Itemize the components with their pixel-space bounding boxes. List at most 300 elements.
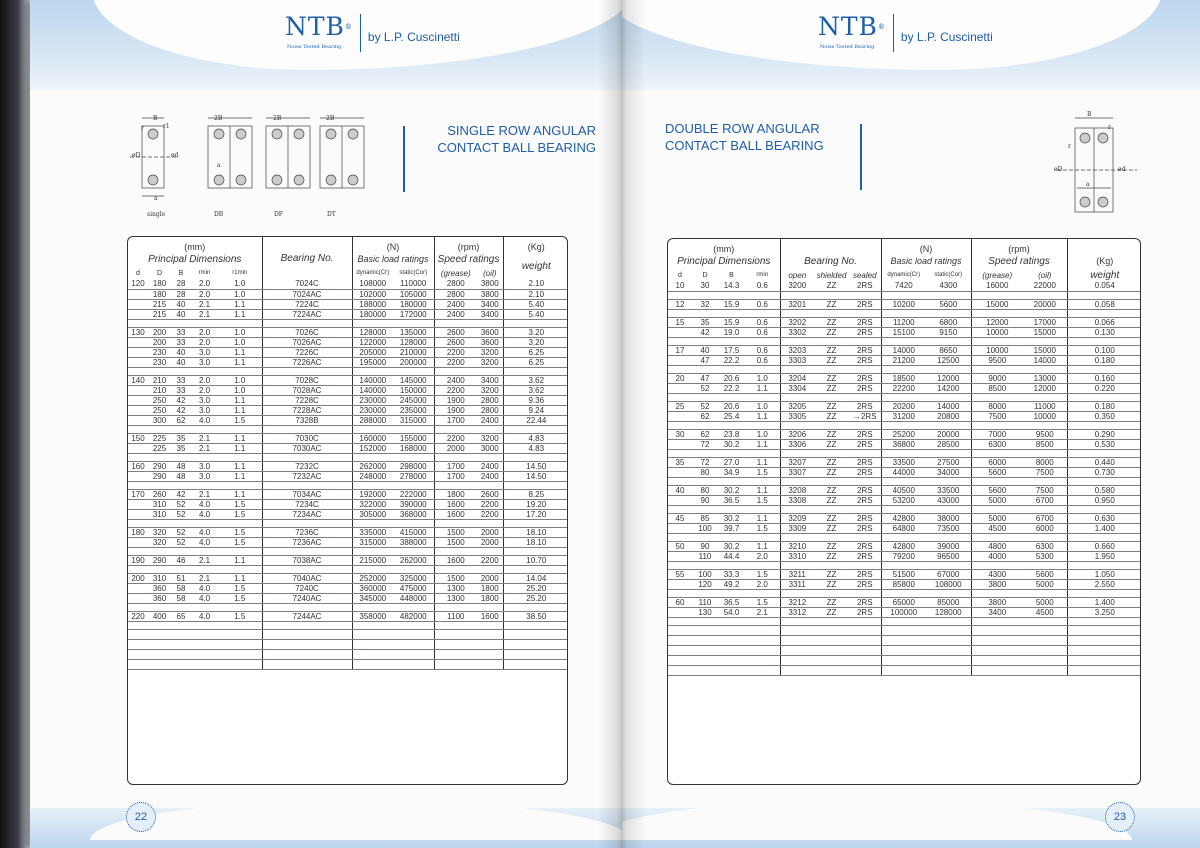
spacer-cell: [814, 561, 849, 569]
cell-value: 2400: [477, 471, 503, 481]
dim-phiD-right: øD: [1054, 166, 1063, 173]
empty-cell: [971, 665, 1023, 675]
spacer-cell: [503, 547, 568, 555]
table-row: [128, 433, 568, 443]
cell-value: 2RS: [849, 495, 881, 505]
spacer-cell: [692, 561, 718, 569]
spacer-cell: [692, 337, 718, 345]
cell-value: 3800: [477, 279, 503, 289]
cell-value: 9.36: [503, 395, 568, 405]
empty-cell: [926, 655, 971, 665]
table-row: [128, 327, 568, 337]
spacer-cell: [814, 393, 849, 401]
cell-value: 0.058: [1067, 299, 1141, 309]
right-title-rule: [860, 124, 862, 190]
spacer-cell: [477, 519, 503, 527]
spacer-cell: [849, 421, 881, 429]
dim-phid-right: ød: [1118, 166, 1126, 173]
table-row: [128, 415, 568, 425]
spacer-cell: [1023, 337, 1067, 345]
dim-r: r: [141, 125, 144, 132]
right-page: [622, 0, 1200, 848]
spacer-cell: [393, 603, 434, 611]
cell-value: 1.1: [218, 471, 262, 481]
cell-value: 22200: [881, 383, 926, 393]
spacer-cell: [692, 421, 718, 429]
spacer-cell: [191, 425, 218, 433]
cell-value: 4.83: [503, 443, 568, 453]
cell-value: 16000: [971, 281, 1023, 291]
cell-value: 43000: [926, 495, 971, 505]
spacer-cell: [171, 603, 191, 611]
cell-d: 150: [128, 433, 148, 443]
cell-value: 320: [148, 527, 171, 537]
spacer-cell: [881, 617, 926, 625]
spacer-cell: [745, 505, 780, 513]
left-page-number: 22: [126, 802, 156, 832]
cell-value: 33.3: [718, 569, 745, 579]
cell-value: 2RS: [849, 439, 881, 449]
cell-value: ZZ: [814, 607, 849, 617]
spacer-cell: [218, 367, 262, 375]
group-spacer: [668, 617, 1141, 625]
spacer-cell: [718, 505, 745, 513]
cell-value: 2800: [434, 279, 477, 289]
empty-cell: [352, 629, 393, 639]
empty-cell: [434, 659, 477, 669]
table-row: [668, 317, 1141, 327]
spacer-cell: [849, 505, 881, 513]
table-row: [128, 555, 568, 565]
caption-df: DF: [274, 211, 283, 218]
cell-value: 262000: [352, 461, 393, 471]
spacer-cell: [262, 519, 352, 527]
table-row: [128, 573, 568, 583]
cell-value: 5600: [971, 485, 1023, 495]
cell-value: 15.9: [718, 299, 745, 309]
cell-d: [128, 299, 148, 309]
cell-d: [128, 385, 148, 395]
empty-cell: [218, 659, 262, 669]
cell-d: [668, 439, 692, 449]
th-principal-r: Principal Dimensions: [677, 256, 771, 267]
cell-value: 3304: [780, 383, 814, 393]
spacer-cell: [352, 481, 393, 489]
cell-value: 31200: [881, 411, 926, 421]
spacer-cell: [128, 481, 148, 489]
empty-cell: [218, 629, 262, 639]
empty-cell: [477, 659, 503, 669]
cell-d: 170: [128, 489, 148, 499]
cell-value: 58: [171, 593, 191, 603]
cell-value: 6300: [971, 439, 1023, 449]
brand-by: by L.P. Cuscinetti: [367, 30, 460, 44]
cell-value: 35: [692, 317, 718, 327]
cell-d: [128, 309, 148, 319]
cell-value: 79200: [881, 551, 926, 561]
empty-cell: [171, 659, 191, 669]
cell-value: 360: [148, 593, 171, 603]
cell-value: 360000: [352, 583, 393, 593]
table-row: [668, 569, 1141, 579]
cell-value: 35: [171, 443, 191, 453]
cell-value: 3400: [477, 299, 503, 309]
cell-value: 12000: [1023, 383, 1067, 393]
spacer-cell: [352, 319, 393, 327]
spacer-cell: [218, 319, 262, 327]
cell-value: 52: [692, 401, 718, 411]
spacer-cell: [434, 425, 477, 433]
cell-value: 15000: [971, 299, 1023, 309]
cell-value: 85800: [881, 579, 926, 589]
cell-value: 205000: [352, 347, 393, 357]
empty-cell: [971, 625, 1023, 635]
cell-value: 360: [148, 583, 171, 593]
cell-value: 3310: [780, 551, 814, 561]
empty-cell: [128, 639, 148, 649]
cell-value: 335000: [352, 527, 393, 537]
empty-cell: [434, 649, 477, 659]
empty-cell: [477, 629, 503, 639]
cell-value: 7328B: [262, 415, 352, 425]
spacer-cell: [814, 533, 849, 541]
empty-row: [128, 639, 568, 649]
spacer-cell: [191, 367, 218, 375]
cell-value: 225: [148, 443, 171, 453]
cell-value: 1.1: [218, 395, 262, 405]
empty-cell: [262, 649, 352, 659]
empty-cell: [262, 659, 352, 669]
spacer-cell: [1067, 365, 1141, 373]
cell-value: 2RS: [849, 579, 881, 589]
empty-cell: [191, 639, 218, 649]
cell-value: 12000: [926, 373, 971, 383]
cell-value: 8500: [1023, 439, 1067, 449]
table-row: [668, 327, 1141, 337]
spacer-cell: [814, 337, 849, 345]
cell-value: 128000: [393, 337, 434, 347]
spacer-cell: [849, 617, 881, 625]
cell-value: 36.5: [718, 495, 745, 505]
dim-phiD: øD: [132, 152, 141, 159]
spacer-cell: [128, 603, 148, 611]
cell-value: 1.1: [218, 433, 262, 443]
spacer-cell: [692, 533, 718, 541]
cell-value: 15000: [1023, 345, 1067, 355]
cell-value: 5600: [926, 299, 971, 309]
cell-value: 7028AC: [262, 385, 352, 395]
cell-value: 1.5: [218, 499, 262, 509]
table-row: [668, 579, 1141, 589]
cell-value: 62: [171, 415, 191, 425]
cell-value: 1.0: [745, 401, 780, 411]
cell-value: 2200: [477, 555, 503, 565]
cell-value: 10000: [1023, 411, 1067, 421]
empty-cell: [218, 639, 262, 649]
cell-value: 3303: [780, 355, 814, 365]
cell-value: 7228C: [262, 395, 352, 405]
spacer-cell: [881, 589, 926, 597]
spacer-cell: [148, 603, 171, 611]
cell-value: 1.950: [1067, 551, 1141, 561]
cell-value: 3000: [477, 443, 503, 453]
cell-value: 100: [692, 569, 718, 579]
th-rpm-r: (rpm): [971, 239, 1067, 255]
cell-d: 10: [668, 281, 692, 291]
cell-value: 9500: [971, 355, 1023, 365]
cell-value: 310: [148, 499, 171, 509]
cell-value: 322000: [352, 499, 393, 509]
cell-value: 1.1: [218, 347, 262, 357]
cell-value: 21200: [881, 355, 926, 365]
cell-value: 3800: [971, 597, 1023, 607]
th-n: (N): [352, 237, 434, 253]
cell-value: 67000: [926, 569, 971, 579]
cell-value: 210000: [393, 347, 434, 357]
cell-value: 0.160: [1067, 373, 1141, 383]
empty-cell: [814, 645, 849, 655]
cell-value: 2600: [434, 337, 477, 347]
spacer-cell: [393, 319, 434, 327]
empty-cell: [780, 635, 814, 645]
spacer-cell: [128, 319, 148, 327]
cell-value: 1700: [434, 471, 477, 481]
single-row-table: [127, 236, 568, 785]
table-row: [668, 373, 1141, 383]
spacer-cell: [434, 481, 477, 489]
cell-value: 1.1: [218, 405, 262, 415]
cell-value: 4.0: [191, 509, 218, 519]
cell-value: 110: [692, 597, 718, 607]
empty-cell: [971, 645, 1023, 655]
group-spacer: [668, 477, 1141, 485]
empty-cell: [503, 629, 568, 639]
spacer-cell: [128, 425, 148, 433]
cell-value: ZZ: [814, 317, 849, 327]
cell-value: 6700: [1023, 495, 1067, 505]
cell-value: 388000: [393, 537, 434, 547]
spacer-cell: [926, 533, 971, 541]
spacer-cell: [692, 449, 718, 457]
spacer-cell: [1067, 393, 1141, 401]
cell-value: 36.5: [718, 597, 745, 607]
cell-value: 2RS: [849, 317, 881, 327]
spacer-cell: [692, 393, 718, 401]
spacer-cell: [218, 565, 262, 573]
cell-value: 85: [692, 513, 718, 523]
empty-cell: [718, 635, 745, 645]
cell-d: [668, 523, 692, 533]
cell-value: 51500: [881, 569, 926, 579]
cell-value: 3204: [780, 373, 814, 383]
th-rpm: (rpm): [434, 237, 503, 253]
right-page-number: 23: [1105, 802, 1135, 832]
cell-value: ZZ: [814, 299, 849, 309]
th-empty-r: [780, 239, 881, 255]
cell-value: 2.10: [503, 289, 568, 299]
cell-value: 1.0: [218, 279, 262, 289]
spacer-cell: [1067, 477, 1141, 485]
cell-value: 5000: [1023, 579, 1067, 589]
cell-value: 210: [148, 385, 171, 395]
empty-cell: [393, 659, 434, 669]
empty-cell: [262, 629, 352, 639]
brand-tagline-right: Noise Tested Bearing: [820, 44, 875, 50]
cell-value: 25200: [881, 429, 926, 439]
cell-value: 3208: [780, 485, 814, 495]
spacer-cell: [780, 617, 814, 625]
spacer-cell: [814, 449, 849, 457]
cell-value: 0.054: [1067, 281, 1141, 291]
cell-value: 4.0: [191, 583, 218, 593]
spacer-cell: [692, 505, 718, 513]
table-row: [128, 357, 568, 367]
spacer-cell: [971, 589, 1023, 597]
group-spacer: [128, 425, 568, 433]
cell-value: 215: [148, 299, 171, 309]
cell-value: 0.6: [745, 327, 780, 337]
cell-value: 1.1: [745, 485, 780, 495]
cell-value: 65: [171, 611, 191, 621]
spacer-cell: [926, 393, 971, 401]
right-page-title: DOUBLE ROW ANGULAR CONTACT BALL BEARING: [665, 121, 824, 153]
spacer-cell: [926, 505, 971, 513]
empty-row: [668, 635, 1141, 645]
spacer-cell: [477, 319, 503, 327]
cell-value: 14000: [926, 401, 971, 411]
cell-value: 2.1: [191, 309, 218, 319]
table-row: [128, 299, 568, 309]
cell-d: [668, 355, 692, 365]
cell-value: ZZ: [814, 345, 849, 355]
cell-value: 2RS: [849, 597, 881, 607]
spacer-cell: [393, 519, 434, 527]
spacer-cell: [692, 617, 718, 625]
cell-value: 3211: [780, 569, 814, 579]
cell-value: 7026AC: [262, 337, 352, 347]
cell-value: 7232AC: [262, 471, 352, 481]
cell-value: 27500: [926, 457, 971, 467]
th-rmin-r: rmin: [756, 272, 769, 278]
cell-value: 1500: [434, 527, 477, 537]
spacer-cell: [1023, 309, 1067, 317]
cell-value: 52: [171, 509, 191, 519]
empty-cell: [692, 645, 718, 655]
spacer-cell: [128, 565, 148, 573]
cell-value: 235000: [393, 405, 434, 415]
empty-cell: [745, 665, 780, 675]
spacer-cell: [718, 309, 745, 317]
cell-value: 252000: [352, 573, 393, 583]
spacer-cell: [171, 547, 191, 555]
cell-value: 42: [692, 327, 718, 337]
cell-value: 25.20: [503, 593, 568, 603]
cell-value: 3400: [971, 607, 1023, 617]
spacer-cell: [503, 519, 568, 527]
table-row: [128, 611, 568, 621]
cell-value: 152000: [352, 443, 393, 453]
empty-cell: [668, 625, 692, 635]
cell-value: 18.10: [503, 527, 568, 537]
cell-value: 108000: [926, 579, 971, 589]
cell-value: 2.0: [191, 375, 218, 385]
spacer-cell: [1067, 309, 1141, 317]
cell-value: 475000: [393, 583, 434, 593]
cell-value: 3207: [780, 457, 814, 467]
spacer-cell: [926, 291, 971, 299]
spacer-cell: [745, 337, 780, 345]
cell-value: 2200: [434, 385, 477, 395]
spacer-cell: [881, 309, 926, 317]
cell-value: 12000: [971, 317, 1023, 327]
spacer-cell: [849, 309, 881, 317]
left-footer-band: [30, 808, 622, 848]
th-stat-r: static(Cor): [934, 272, 963, 278]
table-row: [668, 485, 1141, 495]
cell-value: 17.5: [718, 345, 745, 355]
dim-B-right: B: [1087, 111, 1092, 118]
spacer-cell: [668, 393, 692, 401]
cell-d: [128, 583, 148, 593]
spacer-cell: [971, 505, 1023, 513]
spacer-cell: [849, 365, 881, 373]
empty-row: [128, 629, 568, 639]
group-spacer: [668, 337, 1141, 345]
cell-d: 140: [128, 375, 148, 385]
empty-cell: [692, 635, 718, 645]
cell-value: 1.0: [218, 385, 262, 395]
cell-value: ZZ: [814, 457, 849, 467]
th-principal: Principal Dimensions: [148, 254, 242, 265]
cell-d: 45: [668, 513, 692, 523]
group-spacer: [128, 565, 568, 573]
cell-value: 3212: [780, 597, 814, 607]
cell-d: 20: [668, 373, 692, 383]
spacer-cell: [668, 589, 692, 597]
empty-cell: [971, 635, 1023, 645]
spacer-cell: [926, 421, 971, 429]
left-page-title: SINGLE ROW ANGULAR CONTACT BALL BEARING: [437, 123, 596, 155]
cell-value: 180000: [352, 309, 393, 319]
empty-cell: [745, 635, 780, 645]
empty-cell: [218, 649, 262, 659]
cell-value: 1800: [434, 489, 477, 499]
cell-value: 1.1: [218, 555, 262, 565]
spacer-cell: [814, 291, 849, 299]
empty-cell: [1023, 635, 1067, 645]
th-kg: (Kg): [503, 237, 568, 253]
th-basic: Basic load ratings: [352, 253, 434, 265]
cell-value: 5000: [971, 495, 1023, 505]
cell-value: 40500: [881, 485, 926, 495]
table-row: [668, 495, 1141, 505]
empty-cell: [849, 655, 881, 665]
spacer-cell: [668, 477, 692, 485]
cell-value: 54.0: [718, 607, 745, 617]
empty-cell: [881, 625, 926, 635]
cell-value: 2RS: [849, 523, 881, 533]
cell-value: 3800: [477, 289, 503, 299]
spacer-cell: [503, 319, 568, 327]
empty-cell: [503, 659, 568, 669]
cell-value: 145000: [393, 375, 434, 385]
cell-value: 80: [692, 467, 718, 477]
cell-value: ZZ: [814, 569, 849, 579]
cell-value: 1600: [477, 611, 503, 621]
cell-value: 1.5: [218, 527, 262, 537]
cell-value: 1.5: [218, 583, 262, 593]
empty-cell: [1023, 625, 1067, 635]
